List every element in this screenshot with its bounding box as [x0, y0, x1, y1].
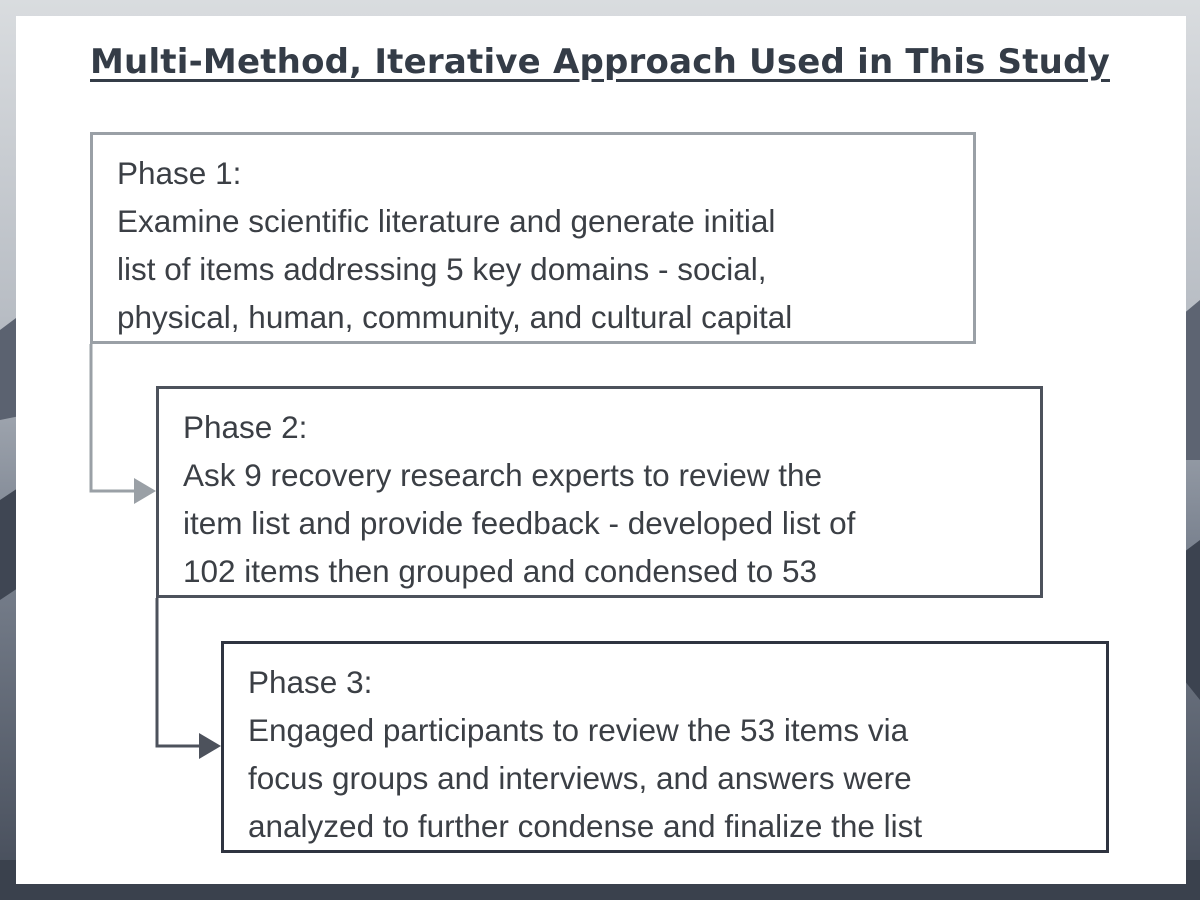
connector-phase1-to-phase2 — [91, 344, 156, 504]
phase-1-box — [90, 132, 976, 344]
phase-3-line-3: analyzed to further condense and finalize the list — [248, 808, 923, 844]
phase-2-heading: Phase 2: — [183, 409, 308, 445]
phase-2-box — [156, 386, 1043, 598]
phase-2-line-1: Ask 9 recovery research experts to review the — [183, 457, 823, 493]
phase-3-line-2: focus groups and interviews, and answers were — [248, 760, 912, 796]
phase-3-box — [221, 641, 1109, 853]
phase-1-heading: Phase 1: — [117, 155, 242, 191]
right-arrow-icon — [134, 478, 156, 504]
phase-1-line-3: physical, human, community, and cultural capital — [117, 299, 793, 335]
page-title: Multi-Method, Iterative Approach Used in This Study — [90, 42, 1110, 82]
phase-1-line-2: list of items addressing 5 key domains - social, — [117, 251, 767, 287]
phase-3-line-1: Engaged participants to review the 53 items via — [248, 712, 909, 748]
phase-3-heading: Phase 3: — [248, 664, 373, 700]
right-arrow-icon — [199, 733, 221, 759]
phase-1-line-1: Examine scientific literature and generate initial — [117, 203, 776, 239]
phase-2-line-2: item list and provide feedback - developed list of — [183, 505, 856, 541]
phase-2-line-3: 102 items then grouped and condensed to 53 — [183, 553, 817, 589]
connector-phase2-to-phase3 — [157, 598, 221, 759]
